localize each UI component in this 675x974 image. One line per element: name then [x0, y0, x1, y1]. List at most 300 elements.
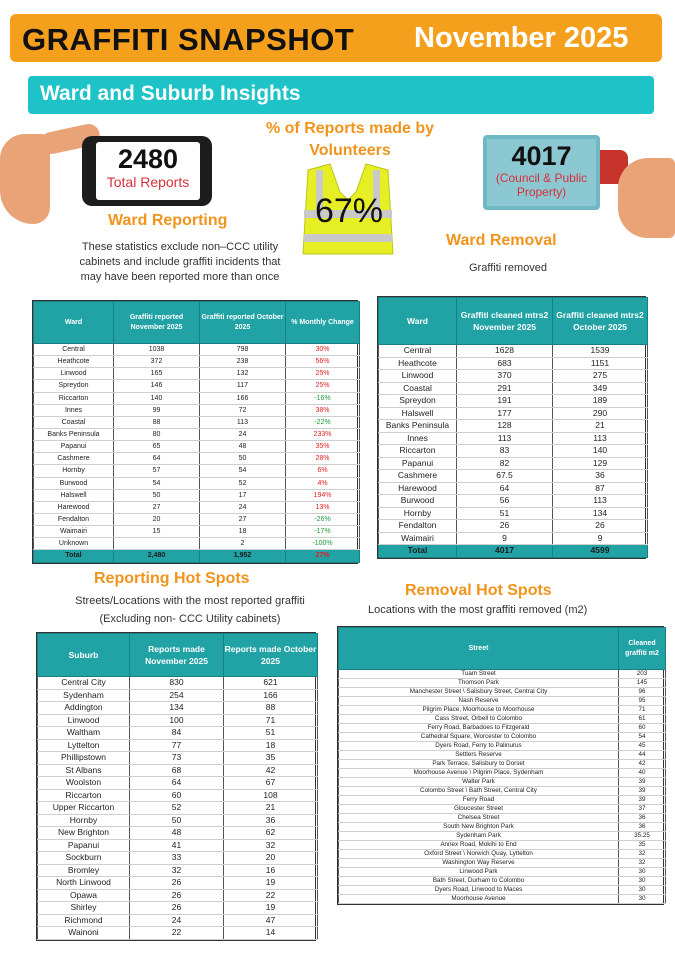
total-cell: Total [379, 545, 457, 558]
table-row [379, 432, 648, 445]
table-cell: -26% [286, 513, 360, 525]
table-cell: Papanui [34, 441, 114, 453]
table-cell: 32 [619, 850, 666, 859]
table-cell: 38% [286, 404, 360, 416]
table-cell: 56% [286, 356, 360, 368]
table-cell: 113 [457, 432, 553, 445]
table-cell: 129 [553, 457, 648, 470]
table-cell: Halswell [34, 489, 114, 501]
table-cell: 51 [457, 507, 553, 520]
table-cell: 37 [619, 805, 666, 814]
table-cell: 88 [224, 702, 318, 715]
council-box [487, 139, 596, 206]
table-row [339, 670, 666, 679]
table-cell: Innes [34, 404, 114, 416]
column-header: Suburb [38, 634, 130, 677]
table-row [38, 752, 318, 765]
table-cell: 54 [200, 465, 286, 477]
table-cell: 9 [457, 532, 553, 545]
table-cell: 165 [114, 368, 200, 380]
column-header: Ward [379, 298, 457, 345]
column-header: % Monthly Change [286, 302, 360, 344]
table-cell: 24 [200, 501, 286, 513]
table-cell: 140 [553, 445, 648, 458]
table-cell: St Albans [38, 764, 130, 777]
table-cell: Bromley [38, 864, 130, 877]
table-cell: 100 [130, 714, 224, 727]
table-row [34, 538, 360, 550]
table-cell: Linwood [34, 368, 114, 380]
table-cell: Waltham [38, 727, 130, 740]
table-row [38, 689, 318, 702]
table-cell: 42 [224, 764, 318, 777]
table-cell: -16% [286, 392, 360, 404]
table-cell: 26 [553, 520, 648, 533]
table-row [34, 513, 360, 525]
table-row [339, 706, 666, 715]
table-cell: Ferry Road, Barbadoes to Fitzgerald [339, 724, 619, 733]
table-cell: 134 [553, 507, 648, 520]
table-cell: Papanui [38, 839, 130, 852]
table-row [339, 805, 666, 814]
table-cell: 15 [114, 526, 200, 538]
table-row [34, 344, 360, 356]
column-header: Graffiti reported November 2025 [114, 302, 200, 344]
table-cell: 87 [553, 482, 648, 495]
council-label-line1: (Council & Public [495, 171, 588, 185]
table-cell: Coastal [379, 382, 457, 395]
table-row [339, 814, 666, 823]
table-cell: 73 [130, 752, 224, 765]
table-cell: Coastal [34, 416, 114, 428]
table-cell: 36 [619, 814, 666, 823]
table-cell: Riccarton [379, 445, 457, 458]
table-cell: 50 [130, 814, 224, 827]
table-cell: 113 [200, 416, 286, 428]
table-row [339, 697, 666, 706]
table-cell: Wainoni [38, 927, 130, 940]
table-cell: 48 [130, 827, 224, 840]
table-cell: 290 [553, 407, 648, 420]
table-row [339, 868, 666, 877]
table-cell: Banks Peninsula [34, 428, 114, 440]
reporting-hotspots-subtitle [40, 592, 340, 628]
table-cell: Richmond [38, 914, 130, 927]
table-cell: Bath Street, Durham to Colombo [339, 877, 619, 886]
table-row [34, 380, 360, 392]
table-cell: 28% [286, 453, 360, 465]
table-row [379, 407, 648, 420]
table-cell: 30% [286, 344, 360, 356]
table-cell: 238 [200, 356, 286, 368]
table-cell: Burwood [34, 477, 114, 489]
table-cell: Pilgrim Place, Moorhouse to Moorhouse [339, 706, 619, 715]
table-cell: Phillipstown [38, 752, 130, 765]
table-row [38, 777, 318, 790]
table-cell: Sydenham [38, 689, 130, 702]
table-cell: 26 [130, 889, 224, 902]
table-cell: 57 [114, 465, 200, 477]
table-cell: Woolston [38, 777, 130, 790]
table-cell: New Brighton [38, 827, 130, 840]
table-cell: Hornby [34, 465, 114, 477]
table-cell: South New Brighton Park [339, 823, 619, 832]
table-cell: Fendalton [34, 513, 114, 525]
table-row [34, 453, 360, 465]
table-header-row [339, 628, 666, 670]
table-cell: 30 [619, 886, 666, 895]
hand-illustration-right [618, 158, 675, 238]
table-cell: 166 [224, 689, 318, 702]
table-cell: Opawa [38, 889, 130, 902]
table-row [339, 877, 666, 886]
table-cell: 64 [457, 482, 553, 495]
table-cell: Moorhouse Avenue \ Pilgrim Place, Sydenham [339, 769, 619, 778]
table-row [379, 457, 648, 470]
table-cell: 19 [224, 877, 318, 890]
table-cell: Spreydon [34, 380, 114, 392]
ward-reporting-table [32, 300, 358, 564]
table-cell: -17% [286, 526, 360, 538]
table-cell: Dyers Road, Ferry to Palinurus [339, 742, 619, 751]
table-cell: 30 [619, 868, 666, 877]
table-cell: Heathcote [379, 357, 457, 370]
table-row [34, 465, 360, 477]
column-header: Reports made November 2025 [130, 634, 224, 677]
table-cell: 61 [619, 715, 666, 724]
table-cell: 33 [130, 852, 224, 865]
note-line1: These statistics exclude non–CCC utility [81, 241, 279, 253]
title-banner [10, 14, 662, 62]
table-cell: 54 [114, 477, 200, 489]
table-cell: 18 [224, 739, 318, 752]
table-cell: 203 [619, 670, 666, 679]
reporting-hotspots-table [36, 632, 316, 941]
table-row [38, 727, 318, 740]
table-row [379, 445, 648, 458]
table-row [379, 395, 648, 408]
table-row [379, 470, 648, 483]
table-row [38, 714, 318, 727]
table-row [339, 715, 666, 724]
table-cell: Central [379, 345, 457, 358]
table-row [339, 742, 666, 751]
table-row [339, 679, 666, 688]
table-cell: 65 [114, 441, 200, 453]
table-cell: 621 [224, 677, 318, 690]
table-cell: 254 [130, 689, 224, 702]
table-cell: Waimairi [34, 526, 114, 538]
table-row [379, 532, 648, 545]
table-cell: 77 [130, 739, 224, 752]
table-cell: 2 [200, 538, 286, 550]
table-cell: 44 [619, 751, 666, 760]
table-row [339, 787, 666, 796]
table-row [339, 778, 666, 787]
total-cell: Total [34, 550, 114, 562]
table-cell: 80 [114, 428, 200, 440]
table-row [38, 827, 318, 840]
table-cell: Walter Park [339, 778, 619, 787]
total-cell: 4017 [457, 545, 553, 558]
total-cell: 4599 [553, 545, 648, 558]
table-cell: 189 [553, 395, 648, 408]
table-row [379, 520, 648, 533]
table-cell: Tuam Street [339, 670, 619, 679]
table-cell: 349 [553, 382, 648, 395]
table-cell: 60 [619, 724, 666, 733]
table-cell: Cashmere [379, 470, 457, 483]
table-row [379, 507, 648, 520]
table-row [34, 489, 360, 501]
table-cell: 62 [224, 827, 318, 840]
table-cell: 134 [130, 702, 224, 715]
table-cell: 24 [130, 914, 224, 927]
table-row [379, 495, 648, 508]
table-row [339, 832, 666, 841]
column-header: Reports made October 2025 [224, 634, 318, 677]
table-cell: Burwood [379, 495, 457, 508]
table-cell: 14 [224, 927, 318, 940]
column-header: Graffiti cleaned mtrs2 October 2025 [553, 298, 648, 345]
table-row [339, 733, 666, 742]
table-row [339, 886, 666, 895]
table-cell: Halswell [379, 407, 457, 420]
table-cell: Sydenham Park [339, 832, 619, 841]
table-row [38, 677, 318, 690]
table-cell: 9 [553, 532, 648, 545]
table-cell: 4% [286, 477, 360, 489]
table-cell: 16 [224, 864, 318, 877]
table-cell: 54 [619, 733, 666, 742]
table-cell: 22 [130, 927, 224, 940]
table-cell: 67 [224, 777, 318, 790]
table-cell: 166 [200, 392, 286, 404]
table-cell: -100% [286, 538, 360, 550]
table-cell: Cass Street, Orbell to Colombo [339, 715, 619, 724]
table-cell: 132 [200, 368, 286, 380]
council-value: 4017 [511, 141, 572, 171]
table-cell: Oxford Street \ Norwich Quay, Lyttelton [339, 850, 619, 859]
table-cell: Waimairi [379, 532, 457, 545]
table-cell: 42 [619, 760, 666, 769]
note-line3: may have been reported more than once [80, 271, 280, 283]
table-cell: Heathcote [34, 356, 114, 368]
table-cell: 71 [224, 714, 318, 727]
table-cell: 798 [200, 344, 286, 356]
section-title: Ward and Suburb Insights [40, 82, 301, 105]
total-reports-value: 2480 [117, 144, 179, 174]
council-label-line2: Property) [516, 185, 567, 199]
column-header: Ward [34, 302, 114, 344]
table-cell: 84 [130, 727, 224, 740]
table-cell: 1151 [553, 357, 648, 370]
table-cell: Ferry Road [339, 796, 619, 805]
table-cell: 40 [619, 769, 666, 778]
table-row [38, 802, 318, 815]
table-cell: 64 [114, 453, 200, 465]
table-cell: 25% [286, 380, 360, 392]
table-row [38, 702, 318, 715]
table-cell: Linwood Park [339, 868, 619, 877]
table-cell: Nash Reserve [339, 697, 619, 706]
table-row [339, 823, 666, 832]
table-cell: Park Terrace, Salisbury to Dorset [339, 760, 619, 769]
column-header: Street [339, 628, 619, 670]
table-cell: Chelsea Street [339, 814, 619, 823]
phone-icon [82, 136, 212, 206]
table-cell: Colombo Street \ Bath Street, Central City [339, 787, 619, 796]
table-cell: Harewood [379, 482, 457, 495]
table-cell: 140 [114, 392, 200, 404]
table-cell: 52 [200, 477, 286, 489]
table-row [379, 357, 648, 370]
table-cell: 113 [553, 495, 648, 508]
ward-removal-title: Ward Removal [446, 232, 557, 249]
table-cell: 372 [114, 356, 200, 368]
table-cell: Washington Way Reserve [339, 859, 619, 868]
table-cell: 117 [200, 380, 286, 392]
table-cell: Unknown [34, 538, 114, 550]
table-cell: Riccarton [34, 392, 114, 404]
table-row [34, 526, 360, 538]
table-cell: 36 [553, 470, 648, 483]
table-cell: 27 [114, 501, 200, 513]
table-row [34, 477, 360, 489]
table-row [38, 852, 318, 865]
table-cell: Hornby [379, 507, 457, 520]
table-cell: Addington [38, 702, 130, 715]
table-cell: 72 [200, 404, 286, 416]
reporting-hotspots-title: Reporting Hot Spots [94, 570, 250, 587]
table-cell: -22% [286, 416, 360, 428]
table-header-row [379, 298, 648, 345]
table-cell: 275 [553, 370, 648, 383]
total-cell: 27% [286, 550, 360, 562]
ward-removal-subtitle: Graffiti removed [469, 262, 548, 274]
table-row [339, 760, 666, 769]
table-cell: 233% [286, 428, 360, 440]
removal-hotspots-table [337, 626, 664, 905]
table-cell: 32 [130, 864, 224, 877]
table-cell: 25% [286, 368, 360, 380]
table-cell: 50 [200, 453, 286, 465]
table-cell: 32 [224, 839, 318, 852]
table-cell: Annex Road, Mokihi to End [339, 841, 619, 850]
page-period: November 2025 [414, 22, 629, 54]
table-row [38, 927, 318, 940]
table-cell: Banks Peninsula [379, 420, 457, 433]
table-row [379, 345, 648, 358]
table-row [38, 864, 318, 877]
table-cell [114, 538, 200, 550]
table-cell: 22 [224, 889, 318, 902]
table-row [34, 392, 360, 404]
table-cell: Upper Riccarton [38, 802, 130, 815]
table-cell: Linwood [38, 714, 130, 727]
table-cell: Innes [379, 432, 457, 445]
table-cell: 370 [457, 370, 553, 383]
table-cell: 82 [457, 457, 553, 470]
table-row [339, 796, 666, 805]
table-cell: 60 [130, 789, 224, 802]
table-cell: 24 [200, 428, 286, 440]
phone-screen [96, 142, 200, 200]
table-row [38, 877, 318, 890]
table-cell: 39 [619, 787, 666, 796]
table-cell: 191 [457, 395, 553, 408]
table-row [34, 416, 360, 428]
table-cell: Riccarton [38, 789, 130, 802]
table-cell: 83 [457, 445, 553, 458]
total-row [34, 550, 360, 562]
table-row [34, 404, 360, 416]
table-cell: 32 [619, 859, 666, 868]
table-cell: 20 [224, 852, 318, 865]
table-row [339, 769, 666, 778]
table-cell: 67.5 [457, 470, 553, 483]
table-row [339, 859, 666, 868]
safety-vest-icon [298, 162, 398, 257]
table-cell: 26 [457, 520, 553, 533]
table-cell: 6% [286, 465, 360, 477]
table-cell: Cathedral Square, Worcester to Colombo [339, 733, 619, 742]
table-row [34, 441, 360, 453]
column-header: Graffiti cleaned mtrs2 November 2025 [457, 298, 553, 345]
table-cell: 18 [200, 526, 286, 538]
table-cell: Thomson Park [339, 679, 619, 688]
table-cell: Sockburn [38, 852, 130, 865]
table-row [339, 841, 666, 850]
table-cell: 41 [130, 839, 224, 852]
table-cell: Gloucester Street [339, 805, 619, 814]
table-cell: 21 [553, 420, 648, 433]
table-cell: 177 [457, 407, 553, 420]
table-row [339, 751, 666, 760]
table-cell: 17 [200, 489, 286, 501]
sign-board-icon [483, 135, 600, 210]
table-cell: 71 [619, 706, 666, 715]
table-cell: 830 [130, 677, 224, 690]
volunteers-title-line1: % of Reports made by [265, 120, 435, 137]
table-cell: 35.25 [619, 832, 666, 841]
table-row [339, 724, 666, 733]
table-row [34, 356, 360, 368]
table-cell: 50 [114, 489, 200, 501]
table-cell: 146 [114, 380, 200, 392]
table-cell: Linwood [379, 370, 457, 383]
total-cell: 2,480 [114, 550, 200, 562]
table-cell: 48 [200, 441, 286, 453]
table-row [38, 839, 318, 852]
table-cell: 1628 [457, 345, 553, 358]
table-row [379, 382, 648, 395]
table-row [34, 368, 360, 380]
table-cell: 128 [457, 420, 553, 433]
table-cell: North Linwood [38, 877, 130, 890]
total-cell: 1,952 [200, 550, 286, 562]
table-cell: Manchester Street \ Salisbury Street, Central City [339, 688, 619, 697]
table-cell: 45 [619, 742, 666, 751]
total-reports-label: Total Reports [106, 174, 190, 190]
table-cell: 21 [224, 802, 318, 815]
total-row [379, 545, 648, 558]
table-cell: Central [34, 344, 114, 356]
ward-reporting-note [60, 240, 300, 285]
table-cell: Central City [38, 677, 130, 690]
table-row [38, 814, 318, 827]
table-cell: 99 [114, 404, 200, 416]
